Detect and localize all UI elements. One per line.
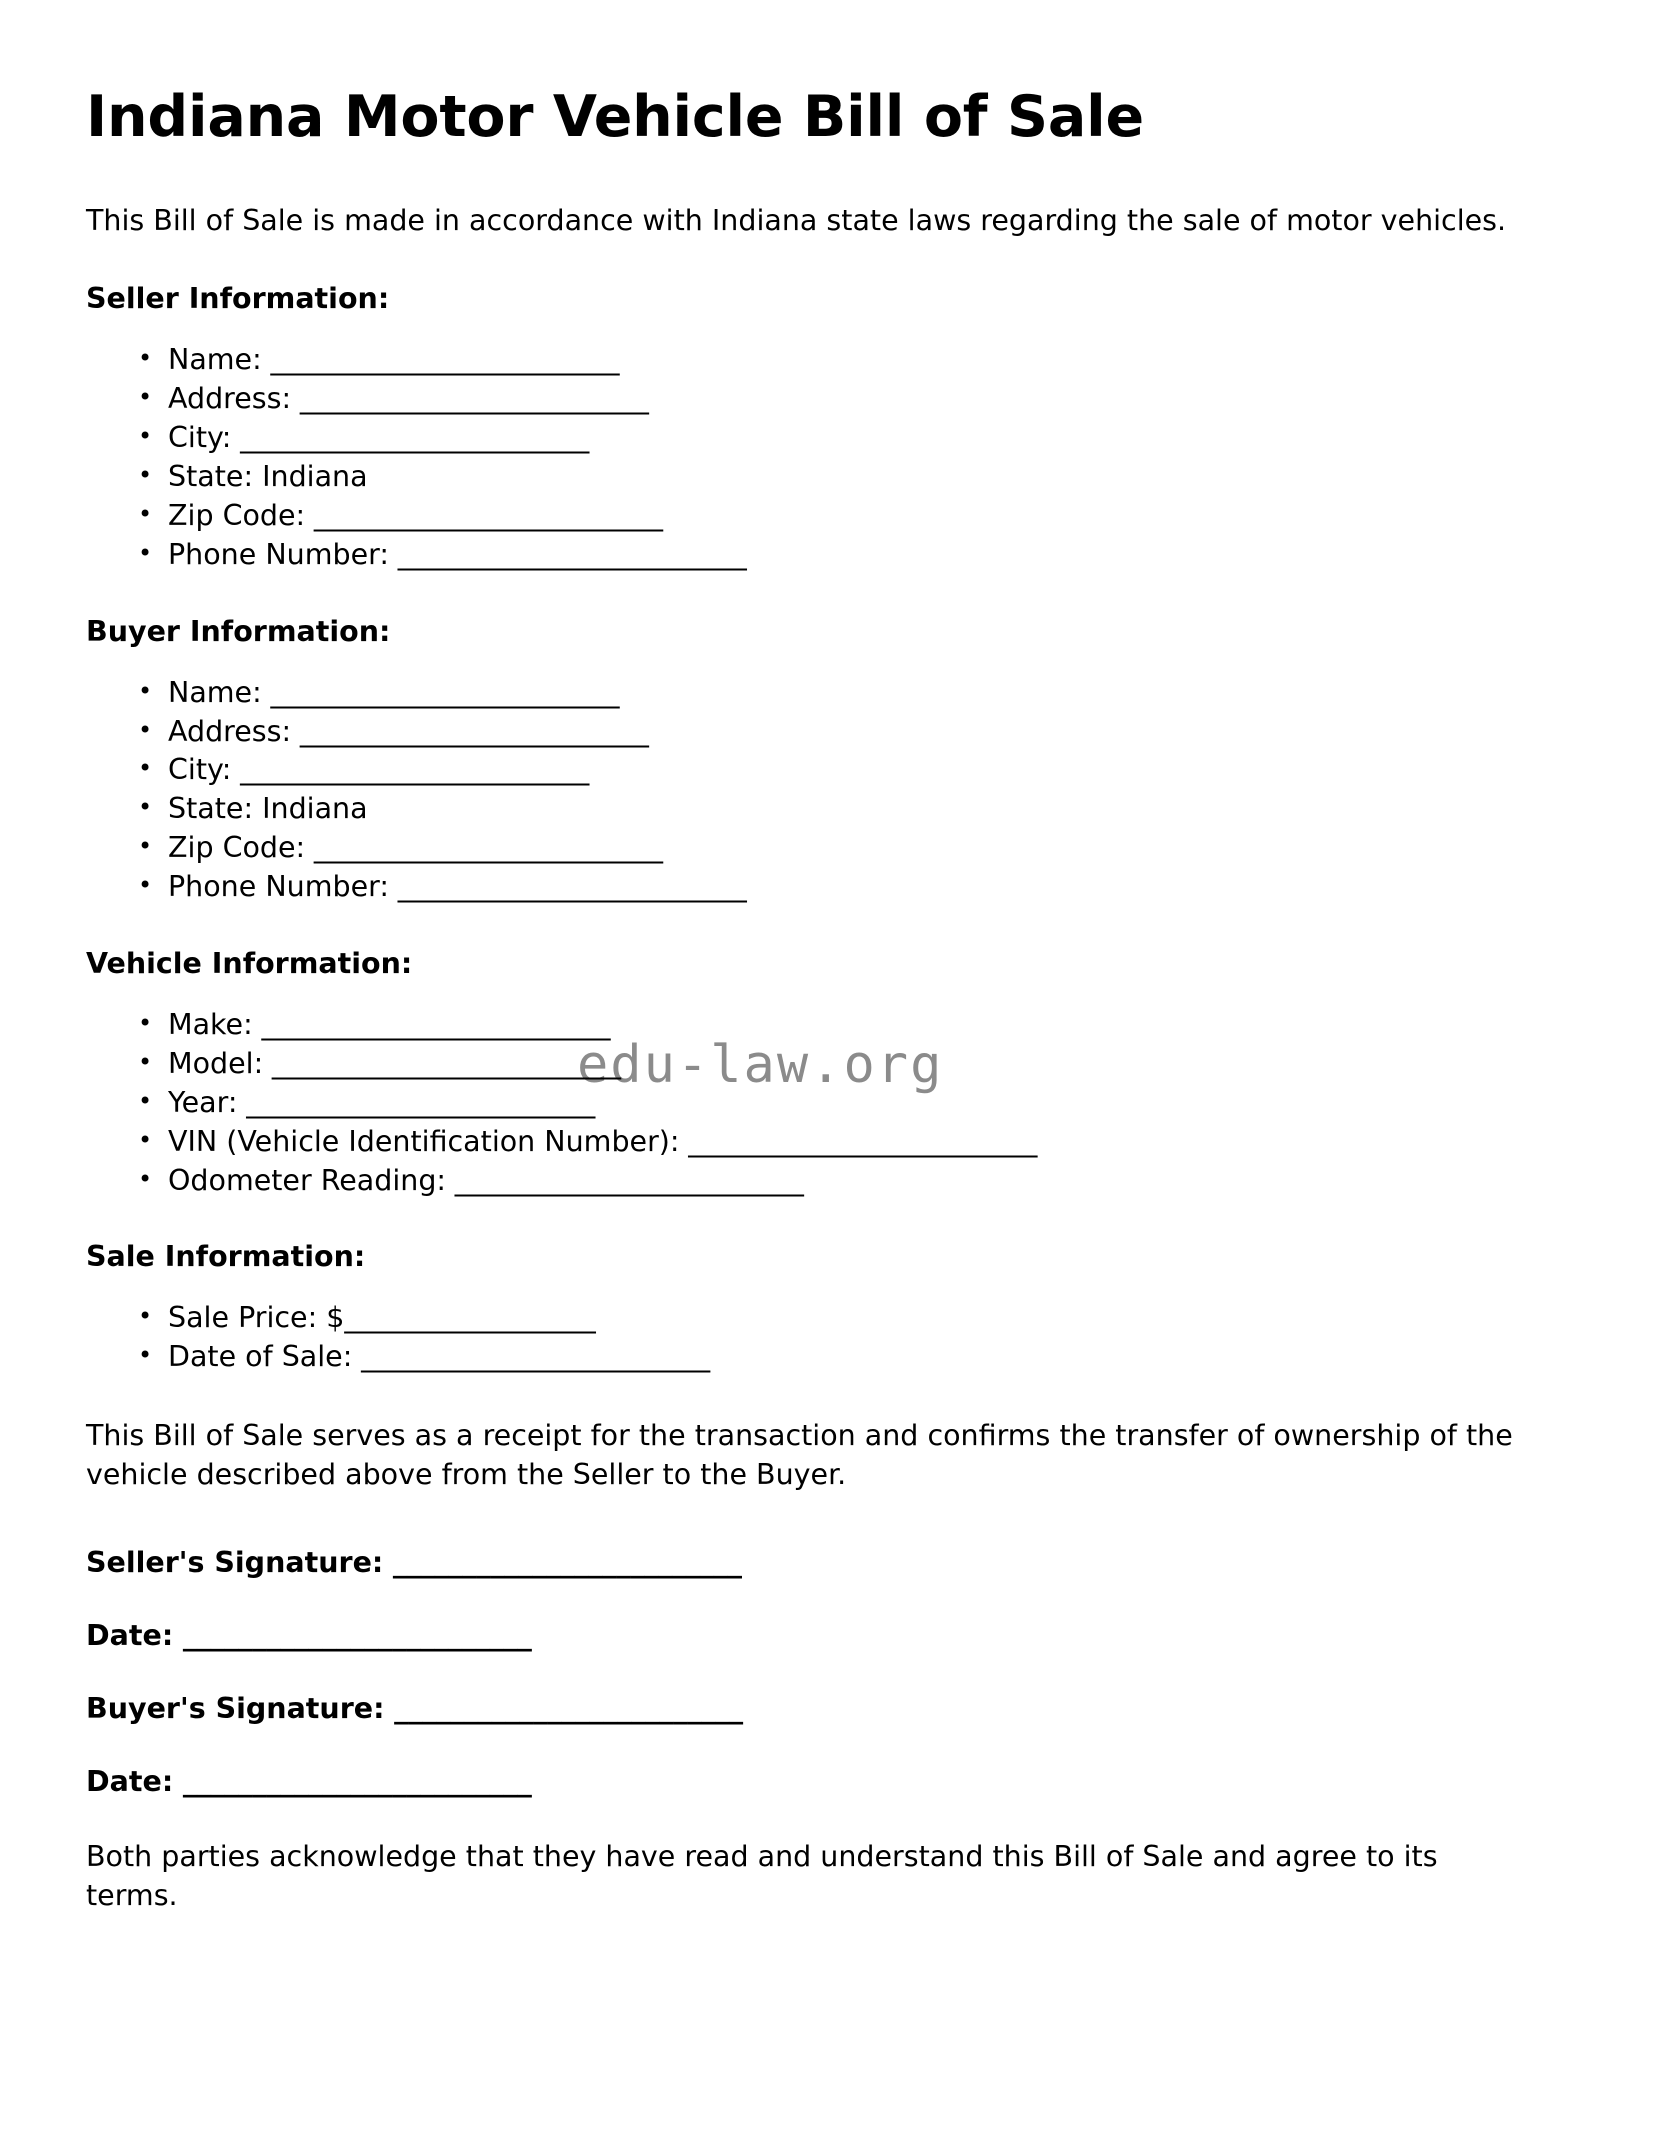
field-label: City: [168, 421, 232, 455]
list-item [138, 1045, 1552, 1084]
field-label: Phone Number: [168, 870, 389, 904]
list-item [138, 1084, 1552, 1123]
list-item [138, 458, 1552, 497]
field-label: Zip Code: [168, 498, 306, 532]
list-item [138, 713, 1552, 752]
field-blank[interactable]: _________________________ [261, 675, 620, 709]
list-item [138, 829, 1552, 868]
field-blank[interactable]: _________________________ [231, 421, 589, 455]
field-label: Sale Price: $ [168, 1301, 345, 1335]
field-label: State: [168, 792, 254, 826]
field-label: Date of Sale: [168, 1340, 353, 1374]
list-item [138, 1006, 1552, 1045]
list-item [138, 380, 1552, 419]
vehicle-field-list [86, 1006, 1552, 1200]
sale-information-heading: Sale Information: [86, 1240, 366, 1274]
buyer-field-list [86, 674, 1552, 907]
field-blank[interactable]: _________________________ [388, 870, 747, 904]
field-label: Name: [168, 675, 262, 709]
field-label: Odometer Reading: [168, 1163, 447, 1197]
field-blank[interactable]: __________________ [344, 1301, 596, 1335]
field-label: Address: [168, 714, 292, 748]
list-item [138, 1123, 1552, 1162]
field-value: Indiana [253, 792, 368, 826]
list-item [138, 868, 1552, 907]
list-item [138, 674, 1552, 713]
list-item [138, 790, 1552, 829]
field-blank[interactable]: _________________________ [388, 537, 747, 571]
document-content [86, 86, 1552, 1915]
field-blank[interactable]: _________________________ [291, 382, 649, 416]
field-value: Indiana [253, 459, 368, 493]
signature-label: Date: [86, 1619, 174, 1653]
field-label: Zip Code: [168, 831, 306, 865]
list-item [138, 536, 1552, 575]
field-label: State: [168, 459, 254, 493]
field-blank[interactable]: _________________________ [252, 1007, 611, 1041]
field-blank[interactable]: _________________________ [231, 753, 589, 787]
field-label: Address: [168, 382, 292, 416]
field-blank[interactable]: _________________________ [305, 498, 663, 532]
field-blank[interactable]: _________________________ [291, 714, 649, 748]
field-label: Make: [168, 1007, 253, 1041]
field-blank[interactable]: _________________________ [263, 1046, 621, 1080]
buyer-signature-line [86, 1692, 1552, 1725]
list-item [138, 1299, 1552, 1338]
field-blank[interactable]: _________________________ [446, 1163, 804, 1197]
field-blank[interactable]: _________________________ [305, 831, 663, 865]
seller-field-list [86, 341, 1552, 574]
list-item [138, 1338, 1552, 1377]
field-blank[interactable]: _________________________ [261, 343, 620, 377]
field-label: Name: [168, 343, 262, 377]
buyer-information-heading: Buyer Information: [86, 614, 391, 648]
signature-blank[interactable]: _________________________ [384, 1692, 743, 1726]
sale-field-list [86, 1299, 1552, 1377]
signature-blank[interactable]: _________________________ [173, 1765, 532, 1799]
field-blank[interactable]: _________________________ [352, 1340, 710, 1374]
page-title: Indiana Motor Vehicle Bill of Sale [86, 84, 1144, 150]
list-item [138, 497, 1552, 536]
signature-blank[interactable]: _________________________ [383, 1546, 742, 1580]
vehicle-information-heading: Vehicle Information: [86, 946, 413, 980]
signature-label: Date: [86, 1765, 174, 1799]
buyer-date-line [86, 1765, 1552, 1798]
seller-signature-line [86, 1546, 1552, 1579]
field-label: Year: [168, 1085, 238, 1119]
seller-information-heading: Seller Information: [86, 282, 390, 316]
acknowledgement-paragraph: Both parties acknowledge that they have read and understand this Bill of Sale and agree to its terms. [86, 1840, 1438, 1912]
field-label: City: [168, 753, 232, 787]
field-label: VIN (Vehicle Identification Number): [168, 1124, 680, 1158]
list-item [138, 419, 1552, 458]
signature-label: Buyer's Signature: [86, 1692, 385, 1726]
field-label: Phone Number: [168, 537, 389, 571]
signature-blank[interactable]: _________________________ [173, 1619, 532, 1653]
watermark-edu-law: edu-law.org [577, 1035, 944, 1095]
transfer-paragraph: This Bill of Sale serves as a receipt for the transaction and confirms the transfer of ownership of the vehicle described above from the Seller to the Buyer. [86, 1419, 1513, 1491]
list-item [138, 1162, 1552, 1201]
signature-label: Seller's Signature: [86, 1546, 384, 1580]
seller-date-line [86, 1619, 1552, 1652]
intro-paragraph: This Bill of Sale is made in accordance with Indiana state laws regarding the sale of motor vehicles. [86, 203, 1507, 237]
list-item [138, 341, 1552, 380]
signature-block [86, 1546, 1552, 1798]
list-item [138, 751, 1552, 790]
field-blank[interactable]: _________________________ [679, 1124, 1038, 1158]
field-label: Model: [168, 1046, 264, 1080]
field-blank[interactable]: _________________________ [237, 1085, 595, 1119]
